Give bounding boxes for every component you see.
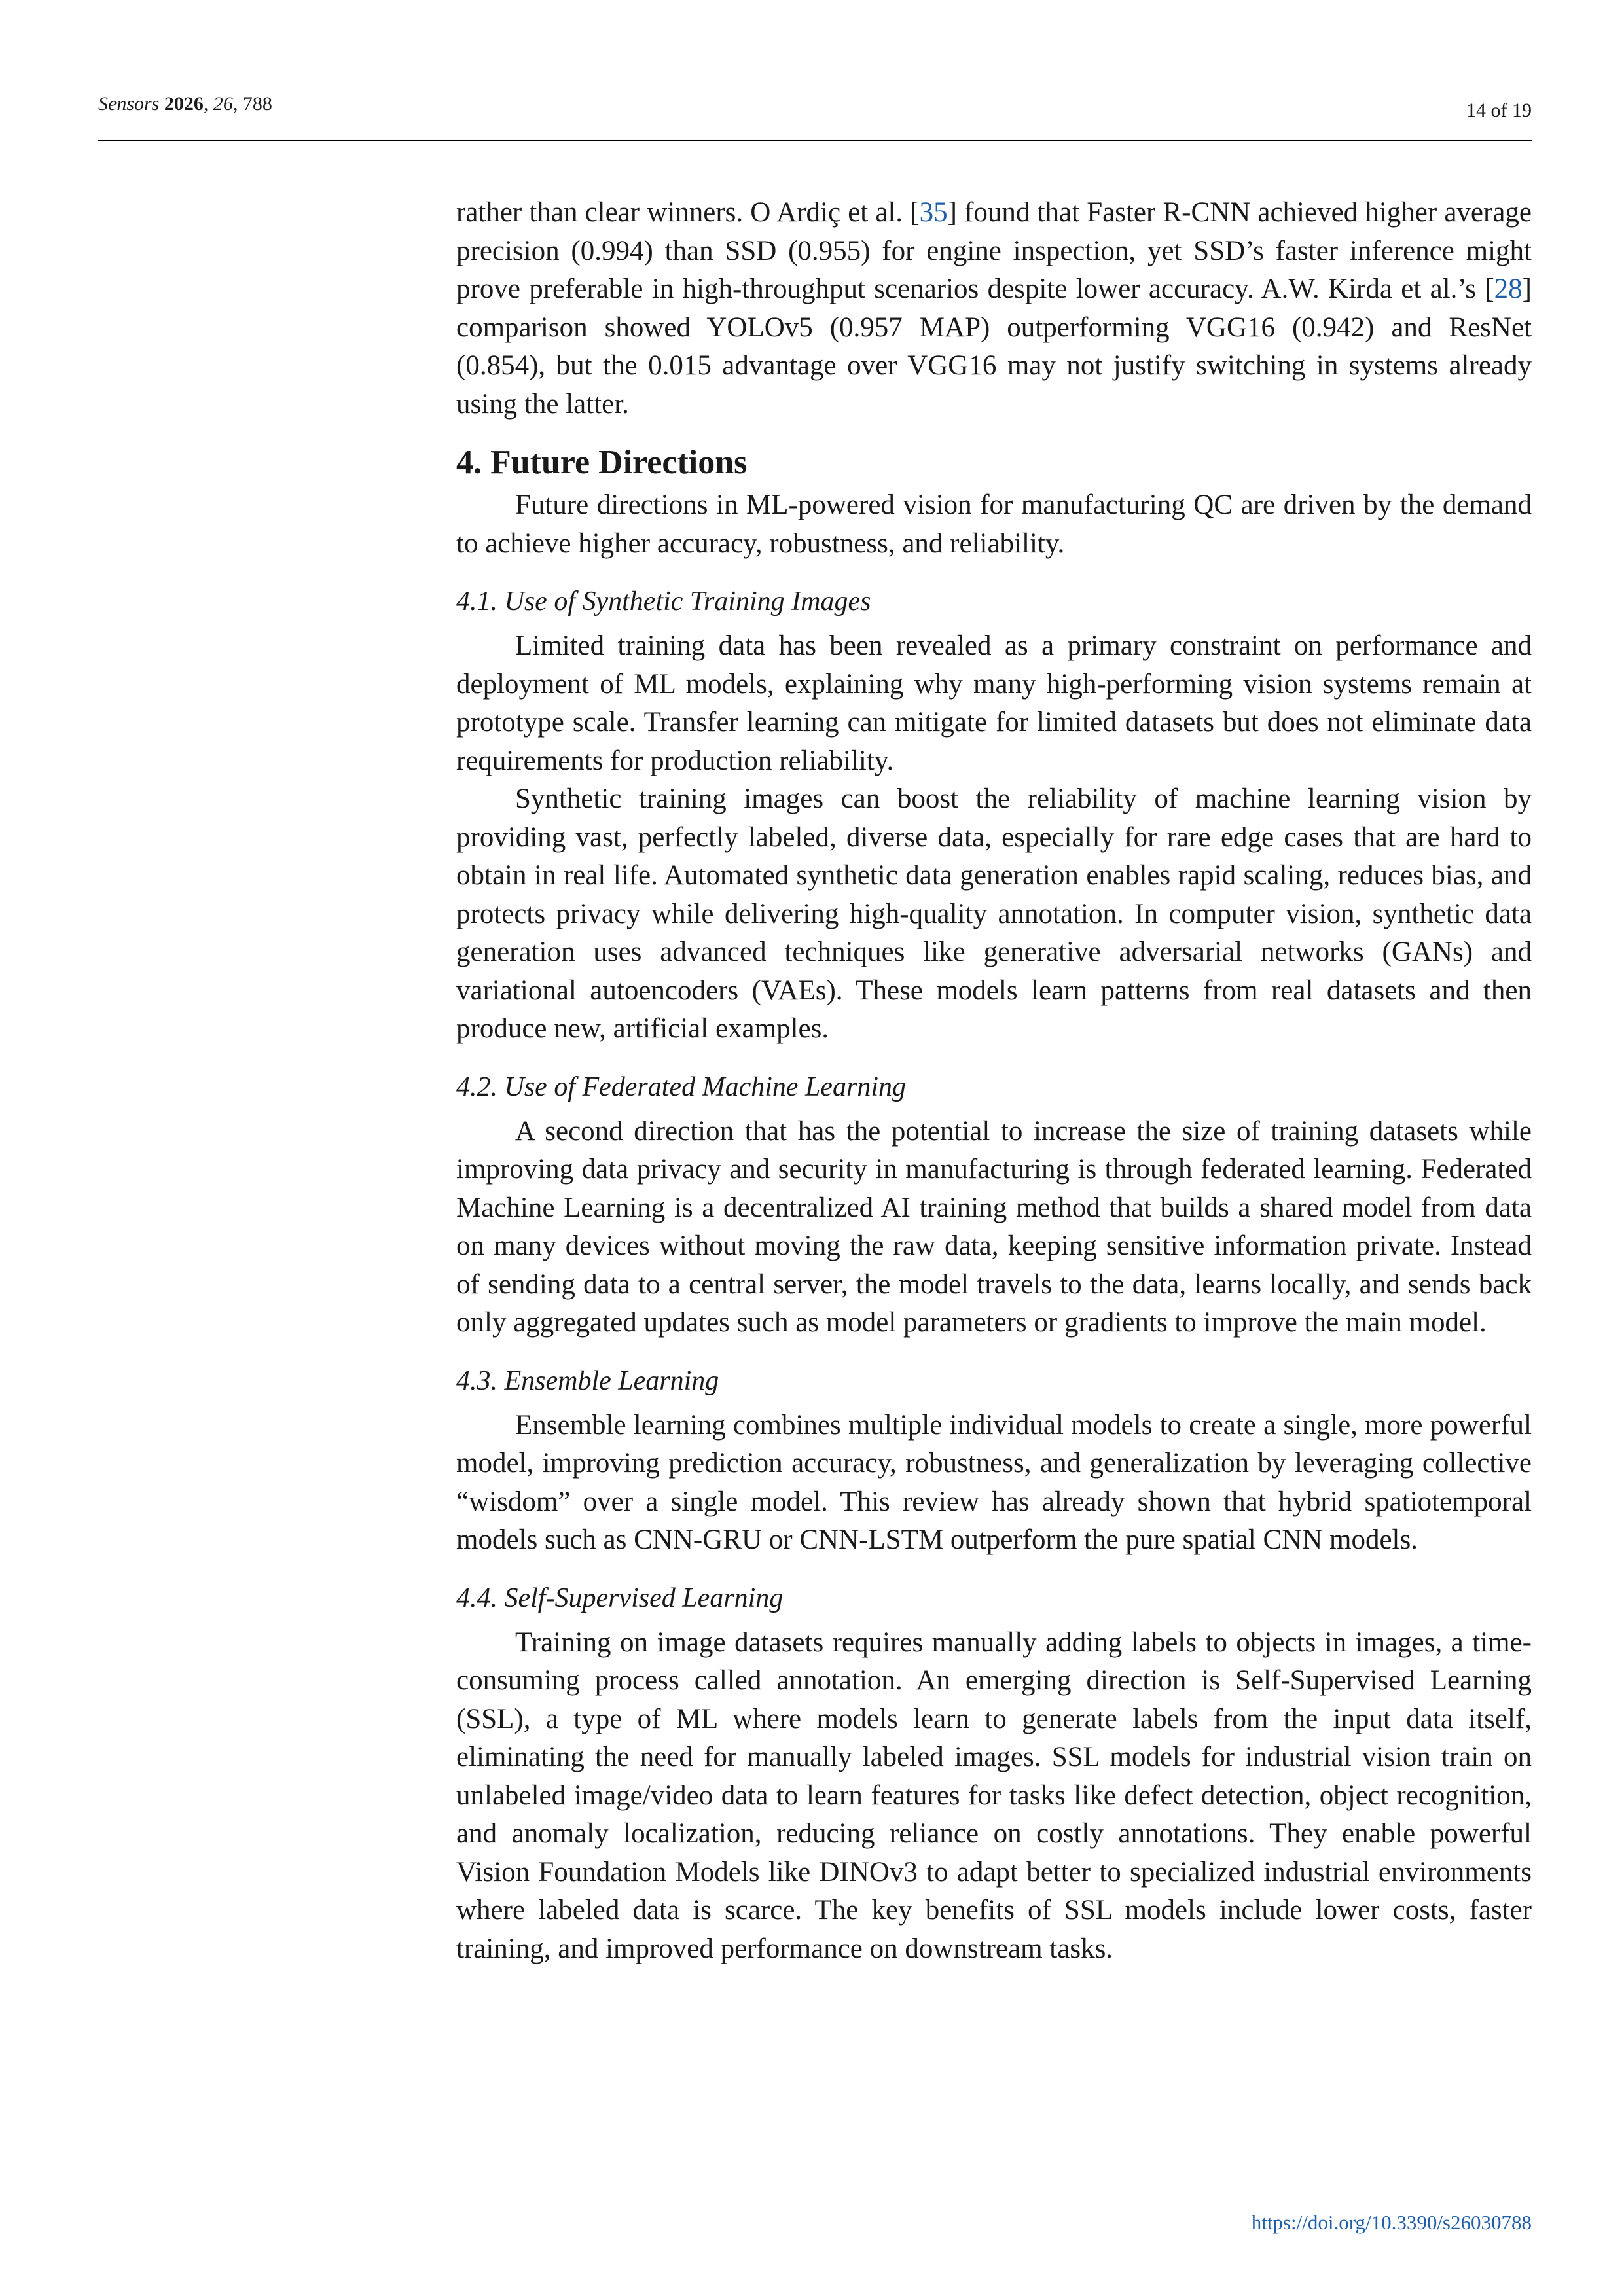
subsection-heading-federated-learning: 4.2. Use of Federated Machine Learning — [456, 1071, 907, 1102]
journal-year: 2026 — [164, 93, 204, 115]
text-run: ] comparison showed YOLOv5 (0.957 MAP) outperforming VGG16 (0.942) and ResNet (0.854), but the 0.015 advantage over VGG16 may not justify switching in systems already using the latter. — [456, 274, 1532, 420]
paragraph: Limited training data has been revealed as a primary constraint on performance and deployment of ML models, explaining why many high-performing vision systems remain at prototype scale. Transfer learning can mitigate for limited datasets but does not eliminate data requirements for production reliability. — [456, 630, 1532, 776]
doi-link[interactable]: https://doi.org/10.3390/s26030788 — [1251, 2211, 1532, 2234]
paragraph: Synthetic training images can boost the reliability of machine learning vision by providing vast, perfectly labeled, diverse data, especially for rare edge cases that are hard to obtain in real life. Automated synthetic data generation enables rapid scaling, reduces bias, and protects privacy while delivering high-quality annotation. In computer vision, synthetic data generation uses advanced techniques like generative adversarial networks (GANs) and variational autoencoders (VAEs). These models learn patterns from real datasets and then produce new, artificial examples. — [456, 783, 1532, 1044]
text-run: ] found that Faster R-CNN achieved higher average precision (0.994) than SSD (0.955) for engine inspection, yet SSD’s faster inference might prove preferable in high-throughput scenarios despite lower accuracy. A.W. Kirda et al.’s [ — [456, 197, 1532, 304]
citation-link-28[interactable]: 28 — [1494, 274, 1523, 304]
subsection-heading-ensemble-learning: 4.3. Ensemble Learning — [456, 1365, 719, 1396]
subsection-heading-self-supervised: 4.4. Self-Supervised Learning — [456, 1583, 784, 1613]
journal-name: Sensors — [98, 93, 160, 115]
section-intro-paragraph: Future directions in ML-powered vision for manufacturing QC are driven by the demand to achieve higher accuracy, robustness, and reliability. — [456, 490, 1532, 559]
paragraph: Ensemble learning combines multiple individual models to create a single, more powerful model, improving prediction accuracy, robustness, and generalization by leveraging collective “wisdom” over a single model. This review has already shown that hybrid spatiotemporal models such as CNN-GRU or CNN-LSTM outperform the pure spatial CNN models. — [456, 1409, 1532, 1555]
text-run: rather than clear winners. O Ardiç et al. [ — [456, 197, 920, 228]
journal-citation: Sensors 2026, 26, 788 — [98, 93, 272, 115]
paragraph: A second direction that has the potential to increase the size of training datasets while improving data privacy and security in manufacturing is through federated learning. Federated Machine Learning is a decentralized AI training method that builds a shared model from data on many devices without moving the raw data, keeping sensitive information private. Instead of sending data to a central server, the model travels to the data, learns locally, and sends back only aggregated updates such as model parameters or gradients to improve the main model. — [456, 1115, 1532, 1338]
page-header — [98, 93, 1532, 141]
article-body — [456, 194, 1532, 1968]
page-number: 14 of 19 — [1466, 99, 1532, 121]
paragraph: Training on image datasets requires manually adding labels to objects in images, a time-consuming process called annotation. An emerging direction is Self-Supervised Learning (SSL), a type of ML where models learn to generate labels from the input data itself, eliminating the need for manually labeled images. SSL models for industrial vision train on unlabeled image/video data to learn features for tasks like defect detection, object recognition, and anomaly localization, reducing reliance on costly annotations. They enable powerful Vision Foundation Models like DINOv3 to adapt better to specialized industrial environments where labeled data is scarce. The key benefits of SSL models include lower costs, faster training, and improved performance on downstream tasks. — [456, 1626, 1532, 1964]
section-heading-future-directions: 4. Future Directions — [456, 444, 748, 481]
journal-volume: 26 — [213, 93, 233, 115]
intro-paragraph — [456, 194, 1532, 423]
article-number: 788 — [242, 93, 272, 115]
subsection-heading-synthetic-images: 4.1. Use of Synthetic Training Images — [456, 586, 871, 617]
citation-link-35[interactable]: 35 — [919, 197, 948, 228]
